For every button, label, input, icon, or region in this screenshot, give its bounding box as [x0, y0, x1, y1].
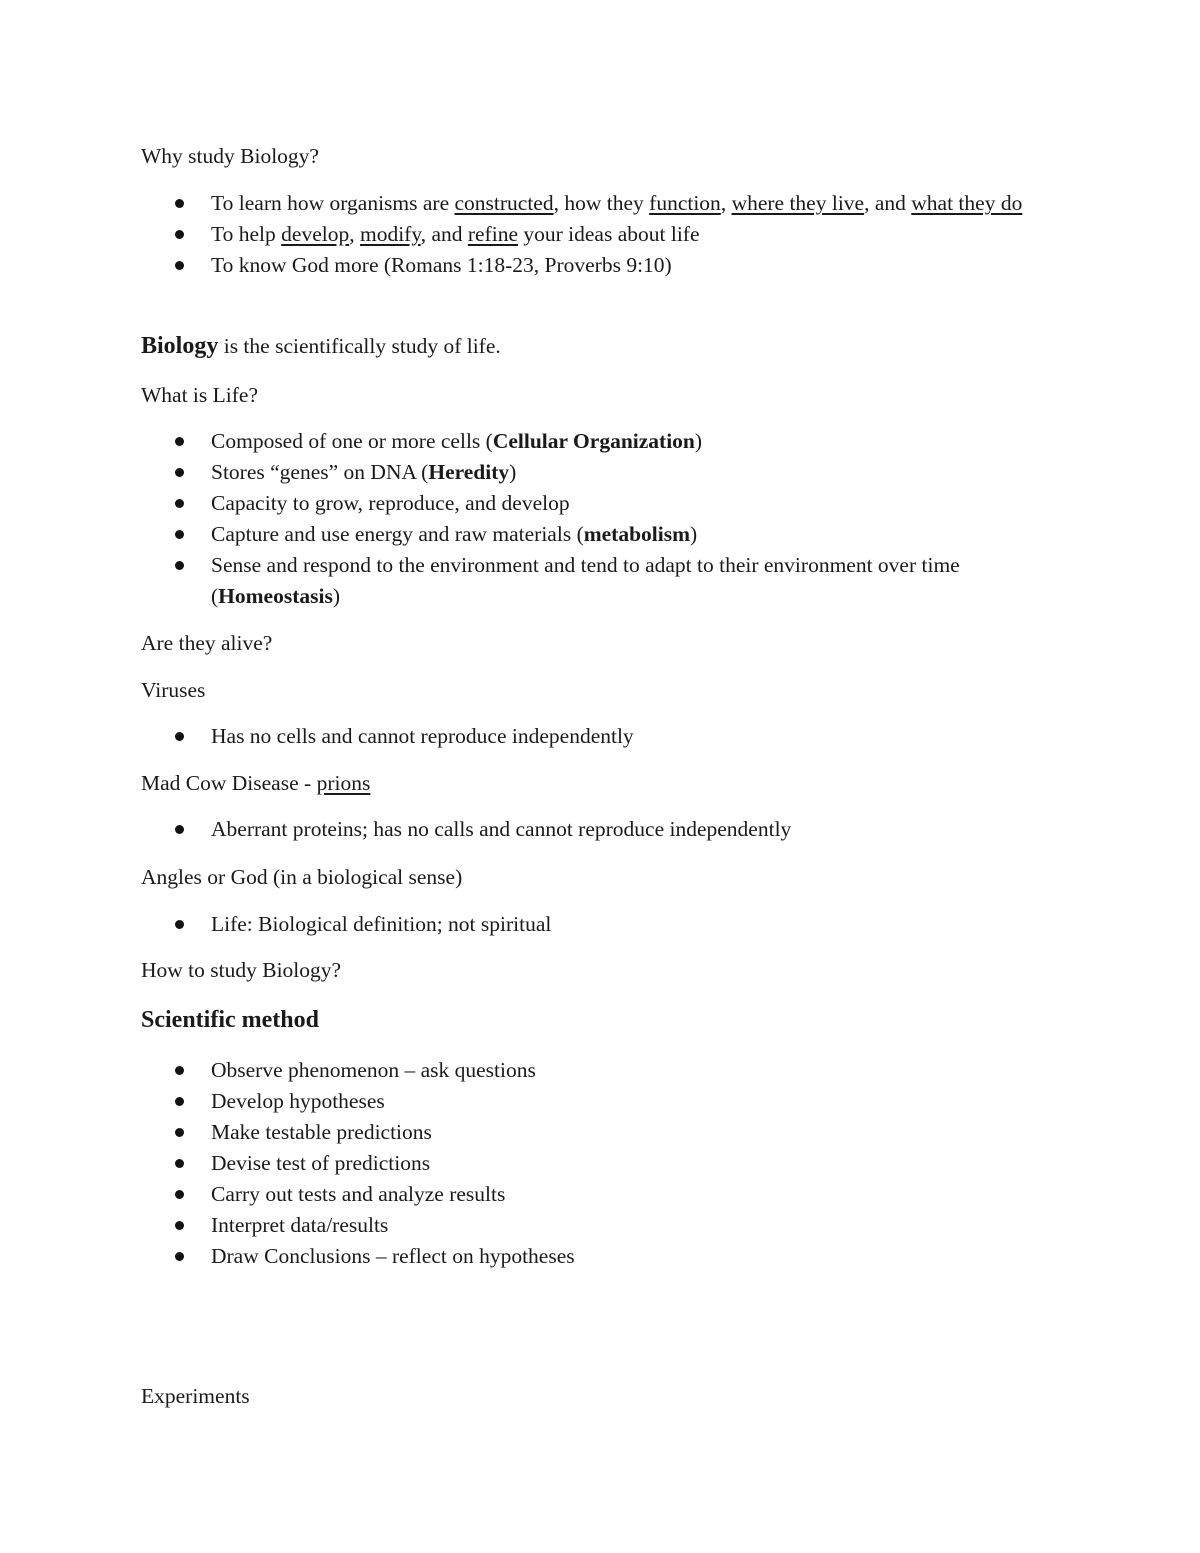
bullet-icon: [175, 561, 184, 570]
heading-viruses: Viruses: [141, 678, 206, 702]
definition-text: is the scientifically study of life.: [218, 334, 501, 358]
text: Stores “genes” on DNA (: [211, 460, 429, 484]
bullet-icon: [175, 261, 184, 270]
text: Observe phenomenon – ask questions: [211, 1058, 536, 1082]
heading-angles: Angles or God (in a biological sense): [141, 865, 463, 889]
text: ,: [349, 222, 360, 246]
underlined-text: where they live: [731, 191, 865, 215]
list-item: [211, 1117, 1051, 1148]
list-item: [211, 219, 1051, 250]
text: Composed of one or more cells (: [211, 429, 493, 453]
why-list: [211, 188, 1051, 281]
bullet-icon: [175, 1097, 184, 1106]
viruses-list: [211, 721, 1051, 752]
bullet-icon: [175, 437, 184, 446]
text: Life: Biological definition; not spiritual: [211, 912, 552, 936]
underlined-text: constructed: [454, 191, 554, 215]
list-item: [211, 250, 1051, 281]
bullet-icon: [175, 1252, 184, 1261]
text: Draw Conclusions – reflect on hypotheses: [211, 1244, 575, 1268]
list-item: [211, 1241, 1051, 1272]
text: Has no cells and cannot reproduce independently: [211, 724, 634, 748]
list-item: [211, 814, 1051, 845]
bullet-icon: [175, 199, 184, 208]
text: To learn how organisms are: [211, 191, 455, 215]
text: Carry out tests and analyze results: [211, 1182, 506, 1206]
bullet-icon: [175, 825, 184, 834]
bullet-icon: [175, 230, 184, 239]
list-item: [211, 457, 1051, 488]
text: To know God more (Romans 1:18-23, Proverbs 9:10): [211, 253, 672, 277]
text: Make testable predictions: [211, 1120, 432, 1144]
bullet-icon: [175, 1066, 184, 1075]
list-item: [211, 519, 1051, 550]
underlined-text: prions: [316, 771, 371, 795]
text: ): [694, 429, 703, 453]
bullet-icon: [175, 1128, 184, 1137]
method-steps-list: [211, 1055, 1051, 1272]
heading-experiments: Experiments: [141, 1384, 250, 1408]
bullet-icon: [175, 732, 184, 741]
text: Devise test of predictions: [211, 1151, 431, 1175]
list-item: [211, 426, 1051, 457]
text: , and: [864, 191, 912, 215]
text: ): [690, 522, 698, 546]
bullet-icon: [175, 468, 184, 477]
text: Develop hypotheses: [211, 1089, 385, 1113]
text: Capacity to grow, reproduce, and develop: [211, 491, 570, 515]
text: Interpret data/results: [211, 1213, 389, 1237]
text: your ideas about life: [518, 222, 700, 246]
heading-why-study: Why study Biology?: [141, 144, 319, 168]
mad-cow-list: [211, 814, 1051, 845]
heading-what-is-life: What is Life?: [141, 383, 259, 407]
heading-mad-cow: [141, 768, 370, 799]
text: ,: [720, 191, 732, 215]
bullet-icon: [175, 920, 184, 929]
text: Aberrant proteins; has no calls and cannot reproduce independently: [211, 817, 792, 841]
bold-term: metabolism: [583, 522, 691, 546]
text: , how they: [553, 191, 650, 215]
list-item: [211, 188, 1051, 219]
bold-term: Homeostasis: [218, 584, 333, 608]
list-item: [211, 721, 1051, 752]
heading-how-to-study: How to study Biology?: [141, 958, 342, 982]
list-item: [211, 1086, 1051, 1117]
heading-are-they-alive: Are they alive?: [141, 631, 273, 655]
list-item: [211, 550, 1051, 612]
bullet-icon: [175, 1190, 184, 1199]
bullet-icon: [175, 530, 184, 539]
heading-scientific-method: Scientific method: [141, 1007, 319, 1033]
underlined-text: refine: [467, 222, 518, 246]
underlined-text: what they do: [911, 191, 1023, 215]
underlined-text: develop: [281, 222, 350, 246]
text: Sense and respond to the environment and tend to adapt to their environment over time (: [211, 553, 960, 608]
bullet-icon: [175, 1221, 184, 1230]
underlined-text: modify: [359, 222, 421, 246]
list-item: [211, 909, 1051, 940]
text: , and: [420, 222, 468, 246]
bold-term: Heredity: [428, 460, 510, 484]
bold-term: Cellular Organization: [492, 429, 695, 453]
biology-definition: [141, 331, 501, 362]
list-item: [211, 1179, 1051, 1210]
text: Mad Cow Disease -: [141, 771, 317, 795]
list-item: [211, 1055, 1051, 1086]
underlined-text: function: [649, 191, 721, 215]
list-item: [211, 488, 1051, 519]
bullet-icon: [175, 499, 184, 508]
list-item: [211, 1210, 1051, 1241]
text: ): [509, 460, 517, 484]
list-item: [211, 1148, 1051, 1179]
life-list: [211, 426, 1051, 612]
angles-list: [211, 909, 1051, 940]
text: Capture and use energy and raw materials (: [211, 522, 584, 546]
term-biology: Biology: [141, 333, 219, 359]
text: ): [332, 584, 341, 608]
text: To help: [211, 222, 282, 246]
bullet-icon: [175, 1159, 184, 1168]
